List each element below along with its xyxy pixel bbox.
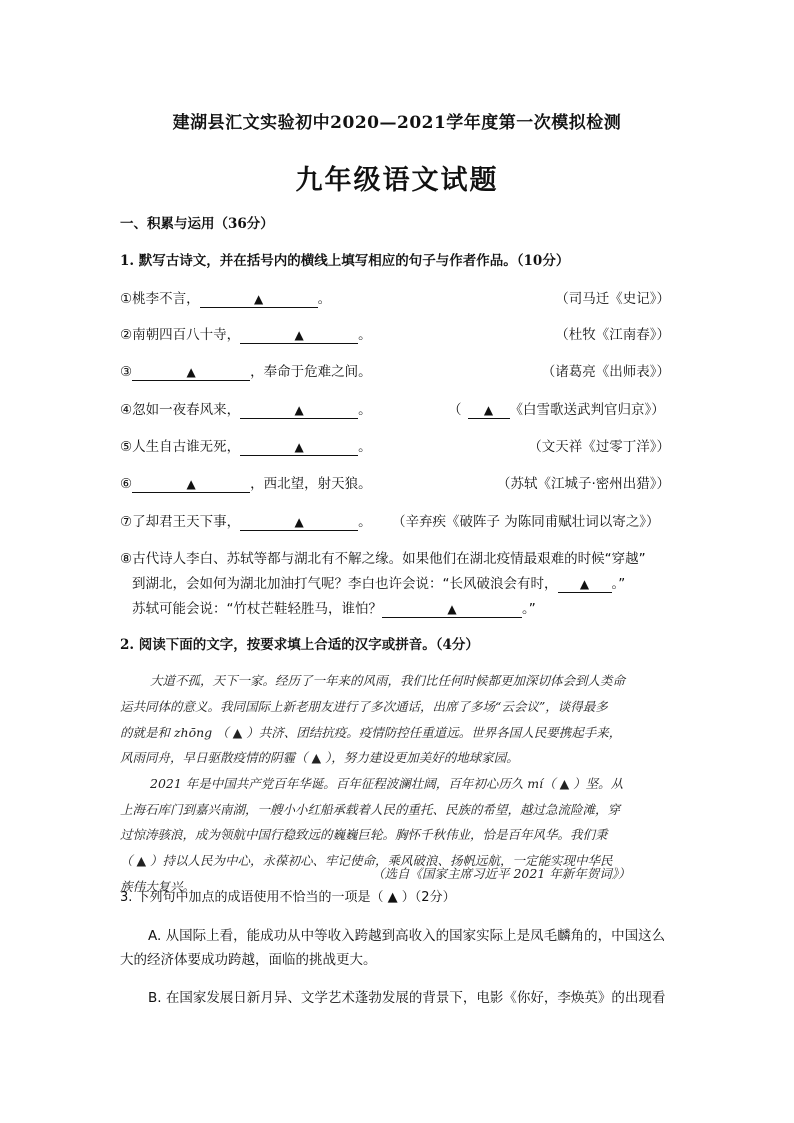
answer-blank[interactable] (240, 440, 358, 456)
triangle-mark: ▲ (294, 328, 304, 342)
source-work: 《白雪歌送武判官归京》） (509, 402, 665, 418)
answer-blank[interactable] (240, 515, 358, 531)
option-b-line1[interactable]: B. 在国家发展日新月异、文学艺术蓬勃发展的背景下，电影《你好，李焕英》的出现看 (148, 990, 666, 1006)
item-text: ，奉命于危难之间。 (250, 364, 372, 380)
item-text: 。 (317, 291, 332, 307)
poem-item-2 (120, 323, 372, 344)
triangle-mark: ▲ (186, 365, 196, 379)
triangle-mark: ▲ (186, 477, 196, 491)
item-text: ③ (120, 364, 133, 380)
answer-blank[interactable] (240, 328, 358, 344)
poem-item-8-line1: ⑧古代诗人李白、苏轼等都与湖北有不解之缘。如果他们在湖北疫情最艰难的时候“穿越” (120, 551, 646, 567)
poem-item-8-line2 (132, 572, 625, 593)
passage-line: 风雨同舟，早日驱散疫情的阴霾（ ▲ ），努力建设更加美好的地球家园。 (120, 750, 519, 765)
item-text: ⑥ (120, 476, 133, 492)
poem-source-6: （苏轼《江城子·密州出猎》） (496, 476, 670, 492)
item-text: 。” (611, 576, 626, 592)
option-a-line1[interactable]: A. 从国际上看，能成功从中等收入跨越到高收入的国家实际上是凤毛麟角的，中国这么 (148, 928, 666, 944)
item-text: 到湖北，会如何为湖北加油打气呢？李白也许会说：“长风破浪会有时， (132, 576, 558, 592)
answer-blank[interactable] (240, 403, 358, 419)
exam-subtitle: 建湖县汇文实验初中2020—2021学年度第一次模拟检测 (172, 113, 622, 133)
exam-title: 九年级语文试题 (295, 165, 499, 196)
triangle-mark: ▲ (483, 403, 494, 417)
triangle-mark: ▲ (253, 292, 264, 306)
question-2-prompt: 2. 阅读下面的文字，按要求填上合适的汉字或拼音。（4分） (120, 637, 479, 653)
poem-item-8-line3 (132, 597, 536, 618)
triangle-mark: ▲ (579, 577, 590, 591)
answer-blank[interactable] (132, 365, 250, 381)
answer-blank[interactable] (382, 602, 522, 618)
item-text: 苏轼可能会说：“竹杖芒鞋轻胜马，谁怕？ (132, 601, 382, 617)
item-text: ①桃李不言， (120, 291, 200, 307)
item-text: ②南朝四百八十寺， (120, 327, 241, 343)
passage-line: 运共同体的意义。我同国际上新老朋友进行了多次通话，出席了多场“云会议”，谈得最多 (120, 699, 608, 714)
poem-item-7 (120, 510, 372, 531)
passage-line: 过惊涛骇浪，成为领航中国行稳致远的巍巍巨轮。胸怀千秋伟业，恰是百年风华。我们秉 (120, 827, 608, 842)
poem-item-6 (120, 472, 372, 493)
passage-line: 上海石库门到嘉兴南湖，一艘小小红船承载着人民的重托、民族的希望，越过急流险滩，穿 (120, 802, 621, 817)
poem-source-7: （辛弃疾《破阵子 为陈同甫赋壮词以寄之》） (392, 514, 660, 530)
passage-line: 大道不孤，天下一家。经历了一年来的风雨，我们比任何时候都更加深切体会到人类命 (150, 673, 626, 688)
poem-item-1 (120, 287, 331, 308)
poem-source-3: （诸葛亮《出师表》） (541, 364, 670, 380)
poem-source-5: （文天祥《过零丁洋》） (528, 439, 670, 455)
item-text: ④忽如一夜春风来， (120, 402, 241, 418)
item-text: 。 (358, 402, 372, 418)
answer-blank[interactable] (558, 577, 612, 593)
triangle-mark: ▲ (294, 440, 304, 454)
item-text: 。 (358, 514, 372, 530)
item-text: 。” (522, 601, 536, 617)
poem-source-2: （杜牧《江南春》） (555, 327, 670, 343)
passage-line: （ ▲ ）持以人民为中心，永葆初心、牢记使命，乘风破浪、扬帆远航，一定能实现中华民 (120, 853, 613, 868)
poem-item-5 (120, 435, 372, 456)
triangle-mark: ▲ (447, 602, 457, 616)
item-text: ⑤人生自古谁无死， (120, 439, 241, 455)
answer-blank[interactable] (132, 477, 250, 493)
question-3-prompt: 3. 下列句中加点的成语使用不恰当的一项是（ ▲ ）（2分） (120, 890, 456, 905)
passage-line: 2021 年是中国共产党百年华诞。百年征程波澜壮阔，百年初心历久 mí（ ▲ ）坚。从 (150, 776, 624, 791)
item-text: 。 (358, 439, 372, 455)
triangle-mark: ▲ (294, 403, 304, 417)
poem-item-4 (120, 398, 372, 419)
passage-line: 的就是和 zhōng （ ▲ ）共济、团结抗疫。疫情防控任重道远。世界各国人民要携起手来， (120, 725, 622, 740)
passage-line: 族伟大复兴。 (120, 879, 196, 894)
triangle-mark: ▲ (294, 515, 304, 529)
author-blank[interactable] (468, 403, 510, 419)
option-a-line2: 大的经济体要成功跨越，面临的挑战更大。 (120, 952, 377, 968)
poem-item-3 (120, 360, 372, 381)
passage-citation: （选自《国家主席习近平 2021 年新年贺词》） (372, 866, 631, 881)
poem-source-1: （司马迁《史记》） (555, 291, 670, 307)
poem-source-4 (448, 398, 665, 419)
item-text: ，西北望，射天狼。 (250, 476, 372, 492)
item-text: 。 (358, 327, 372, 343)
answer-blank[interactable] (200, 292, 318, 308)
section-heading: 一、积累与运用（36分） (120, 216, 274, 232)
question-1-prompt: 1. 默写古诗文，并在括号内的横线上填写相应的句子与作者作品。（10分） (120, 253, 570, 269)
item-text: ⑦了却君王天下事， (120, 514, 241, 530)
source-open: （ (448, 402, 462, 418)
